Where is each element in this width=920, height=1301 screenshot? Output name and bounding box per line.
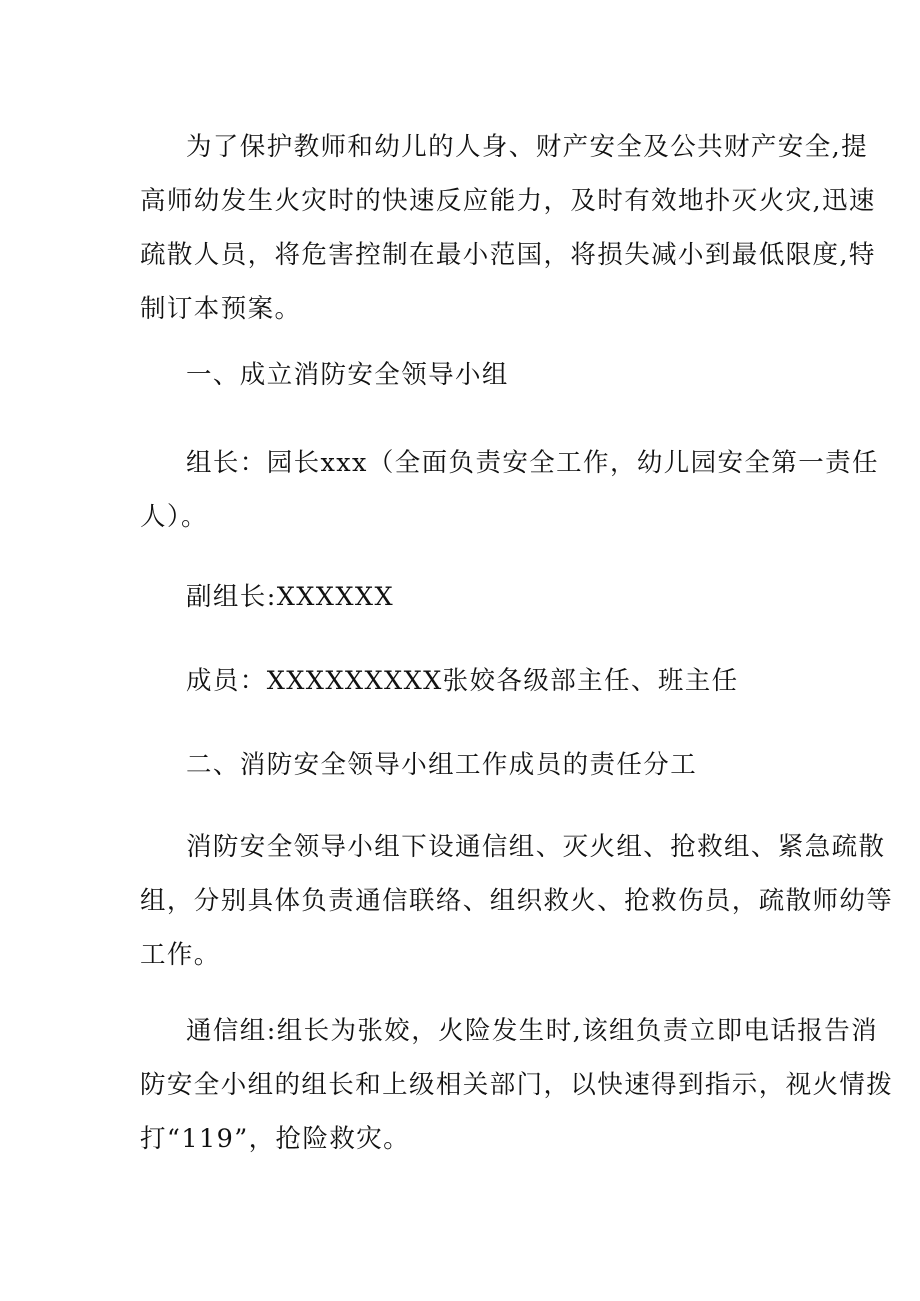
heading-text: 一、成立消防安全领导小组 <box>186 360 509 390</box>
text-line: 组长：园长xxx（全面负责安全工作，幼儿园安全第一责任 <box>186 448 879 478</box>
intro-paragraph <box>140 120 876 336</box>
leader-paragraph <box>140 436 879 544</box>
text-line: 通信组:组长为张姣，火险发生时,该组负责立即电话报告消 <box>186 1016 878 1046</box>
deputy-paragraph <box>140 570 790 624</box>
text-line: 制订本预案。 <box>140 294 302 324</box>
text-line: 防安全小组的组长和上级相关部门，以快速得到指示，视火情拨 <box>140 1070 894 1100</box>
text-line: 副组长:XXXXXX <box>186 582 395 612</box>
members-paragraph <box>140 654 790 708</box>
section-heading-1 <box>140 348 790 402</box>
section-heading-2 <box>140 738 790 792</box>
heading-text: 二、消防安全领导小组工作成员的责任分工 <box>186 750 698 780</box>
groups-paragraph <box>140 820 894 982</box>
text-line: 高师幼发生火灾时的快速反应能力，及时有效地扑灭火灾,迅速 <box>140 186 876 216</box>
text-line: 消防安全领导小组下设通信组、灭火组、抢救组、紧急疏散 <box>186 832 886 862</box>
text-line: 为了保护教师和幼儿的人身、财产安全及公共财产安全,提 <box>186 132 869 162</box>
text-line: 成员：XXXXXXXXX张姣各级部主任、班主任 <box>186 666 739 696</box>
text-line: 疏散人员，将危害控制在最小范国，将损失减小到最低限度,特 <box>140 240 876 270</box>
text-line: 组，分别具体负责通信联络、组织救火、抢救伤员，疏散师幼等 <box>140 886 894 916</box>
text-line: 工作。 <box>140 940 221 970</box>
text-line: 人）。 <box>140 502 208 532</box>
text-line: 打“119”，抢险救灾。 <box>140 1124 411 1154</box>
comm-group-paragraph <box>140 1004 894 1166</box>
